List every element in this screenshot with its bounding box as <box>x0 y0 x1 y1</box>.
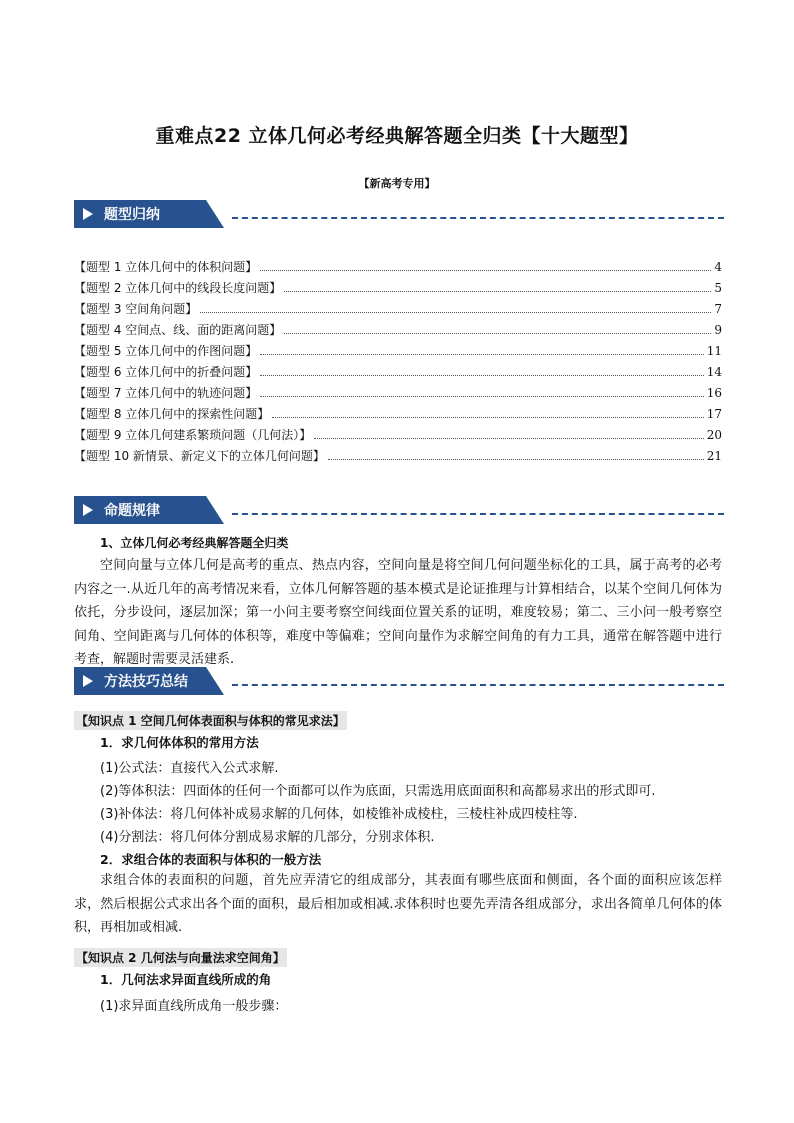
kp1-item-3: (3)补体法：将几何体补成易求解的几何体，如棱锥补成棱柱，三棱柱补成四棱柱等. <box>100 807 578 822</box>
rules-heading: 1、立体几何必考经典解答题全归类 <box>100 536 289 550</box>
dashed-divider <box>232 684 724 686</box>
section-banner-methods <box>74 667 724 695</box>
toc-entry-6[interactable]: 【题型 6 立体几何中的折叠问题】 14 <box>74 365 722 379</box>
play-arrow-icon <box>83 208 93 220</box>
kp2-item-1: (1)求异面直线所成角一般步骤： <box>100 999 288 1014</box>
section-banner-summary <box>74 200 724 228</box>
kp1-subheading-1: 1．求几何体体积的常用方法 <box>100 735 259 750</box>
dashed-divider <box>232 217 724 219</box>
toc-entry-5[interactable]: 【题型 5 立体几何中的作图问题】 11 <box>74 344 722 358</box>
section-banner-rules <box>74 496 724 524</box>
rules-paragraph: 空间向量与立体几何是高考的重点、热点内容，空间向量是将空间几何问题坐标化的工具，属于高考的必考内容之一.从近几年的高考情况来看，立体几何解答题的基本模式是论证推理与计算相结合，以某个空间几何体为依托，分步设问，逐层加深；第一小问主要考察空间线面位置关系的证明，难度较易；第二、三小问一般考察空间角、空间距离与几何体的体积等，难度中等偏难；空间向量作为求解空间角的有力工具，通常在解答题中进行考查，解题时需要灵活建系. <box>74 558 722 667</box>
play-arrow-icon <box>83 504 93 516</box>
kp1-subheading-2: 2．求组合体的表面积与体积的一般方法 <box>100 852 322 867</box>
kp1-item-1: (1)公式法：直接代入公式求解. <box>100 761 279 776</box>
toc-entry-3[interactable]: 【题型 3 空间角问题】 7 <box>74 302 722 316</box>
kp2-subheading-1: 1．几何法求异面直线所成的角 <box>100 972 272 987</box>
kp1-item-4: (4)分割法：将几何体分割成易求解的几部分，分别求体积. <box>100 830 435 845</box>
toc-entry-10[interactable]: 【题型 10 新情景、新定义下的立体几何问题】 21 <box>74 449 722 463</box>
toc-entry-2[interactable]: 【题型 2 立体几何中的线段长度问题】 5 <box>74 281 722 295</box>
toc-entry-7[interactable]: 【题型 7 立体几何中的轨迹问题】 16 <box>74 386 722 400</box>
banner-label: 命题规律 <box>104 503 160 519</box>
kp1-paragraph: 求组合体的表面积的问题，首先应弄清它的组成部分，其表面有哪些底面和侧面，各个面的面积应该怎样求，然后根据公式求出各个面的面积，最后相加或相减.求体积时也要先弄清各组成部分，求出各简单几何体的体积，再相加或相减. <box>74 873 722 935</box>
page-title: 重难点22 立体几何必考经典解答题全归类【十大题型】 <box>155 125 639 147</box>
kp1-item-2: (2)等体积法：四面体的任何一个面都可以作为底面，只需选用底面面积和高都易求出的形式即可. <box>100 784 656 799</box>
page-subtitle: 【新高考专用】 <box>358 177 436 190</box>
banner-tab <box>74 200 224 228</box>
toc-entry-8[interactable]: 【题型 8 立体几何中的探索性问题】 17 <box>74 407 722 421</box>
knowledge-point-1-title: 【知识点 1 空间几何体表面积与体积的常见求法】 <box>74 711 347 730</box>
toc-entry-9[interactable]: 【题型 9 立体几何建系繁琐问题（几何法）】 20 <box>74 428 722 442</box>
table-of-contents <box>74 258 722 468</box>
banner-label: 题型归纳 <box>104 207 160 223</box>
play-arrow-icon <box>83 675 93 687</box>
banner-tab <box>74 496 224 524</box>
dashed-divider <box>232 513 724 515</box>
banner-tab <box>74 667 224 695</box>
banner-label: 方法技巧总结 <box>104 674 188 690</box>
knowledge-point-2-title: 【知识点 2 几何法与向量法求空间角】 <box>74 948 287 967</box>
toc-entry-1[interactable]: 【题型 1 立体几何中的体积问题】 4 <box>74 260 722 274</box>
toc-entry-4[interactable]: 【题型 4 空间点、线、面的距离问题】 9 <box>74 323 722 337</box>
